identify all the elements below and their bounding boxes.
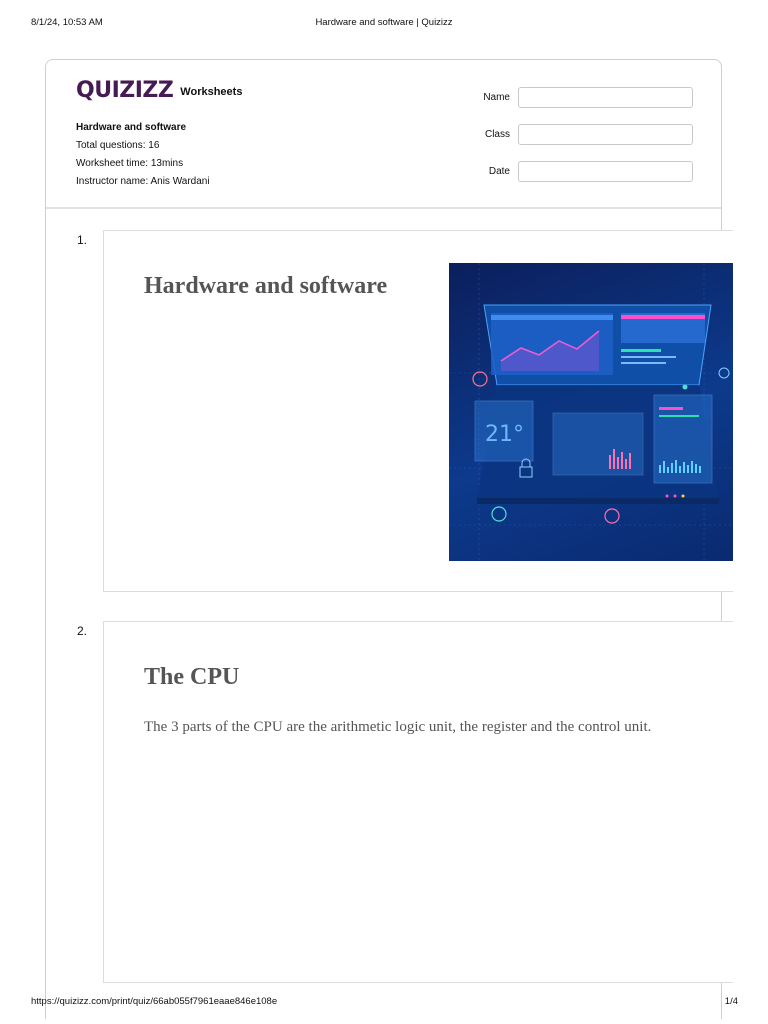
print-title: Hardware and software | Quizizz <box>315 17 453 28</box>
slide-text: The 3 parts of the CPU are the arithmetic logic unit, the register and the control unit. <box>144 719 652 735</box>
laptop-illustration-icon <box>449 263 733 561</box>
name-input[interactable] <box>518 87 693 108</box>
temperature-reading: 21° <box>485 422 524 447</box>
instructor-name: Instructor name: Anis Wardani <box>76 176 210 187</box>
date-field-row <box>466 160 693 182</box>
date-input[interactable] <box>518 161 693 182</box>
class-field-row <box>466 123 693 145</box>
name-field-row <box>466 86 693 108</box>
class-input[interactable] <box>518 124 693 145</box>
quizizz-logo <box>76 78 242 103</box>
question-number: 2. <box>77 624 88 638</box>
worksheet-card <box>45 59 722 1019</box>
print-footer <box>0 996 768 1010</box>
date-label: Date <box>488 165 510 177</box>
question-card-2 <box>103 621 733 983</box>
slide-title: Hardware and software <box>144 273 388 299</box>
question-card-1 <box>103 230 733 592</box>
page-number: 1/4 <box>724 996 738 1007</box>
brand-wordmark: QUIZIZZ <box>76 78 174 103</box>
total-questions: Total questions: 16 <box>76 140 160 151</box>
brand-subtitle: Worksheets <box>180 86 243 98</box>
slide-title: The CPU <box>144 664 240 690</box>
class-label: Class <box>484 128 510 140</box>
question-number: 1. <box>77 233 88 247</box>
worksheet-time: Worksheet time: 13mins <box>76 158 184 169</box>
laptop-illustration <box>449 263 733 561</box>
print-datetime: 8/1/24, 10:53 AM <box>31 17 103 28</box>
worksheet-title: Hardware and software <box>76 122 187 133</box>
print-header <box>0 17 768 31</box>
worksheet-header <box>46 60 721 209</box>
print-url[interactable]: https://quizizz.com/print/quiz/66ab055f7961eaae846e108e <box>31 996 278 1007</box>
worksheet-meta <box>76 119 210 191</box>
name-label: Name <box>483 91 510 103</box>
